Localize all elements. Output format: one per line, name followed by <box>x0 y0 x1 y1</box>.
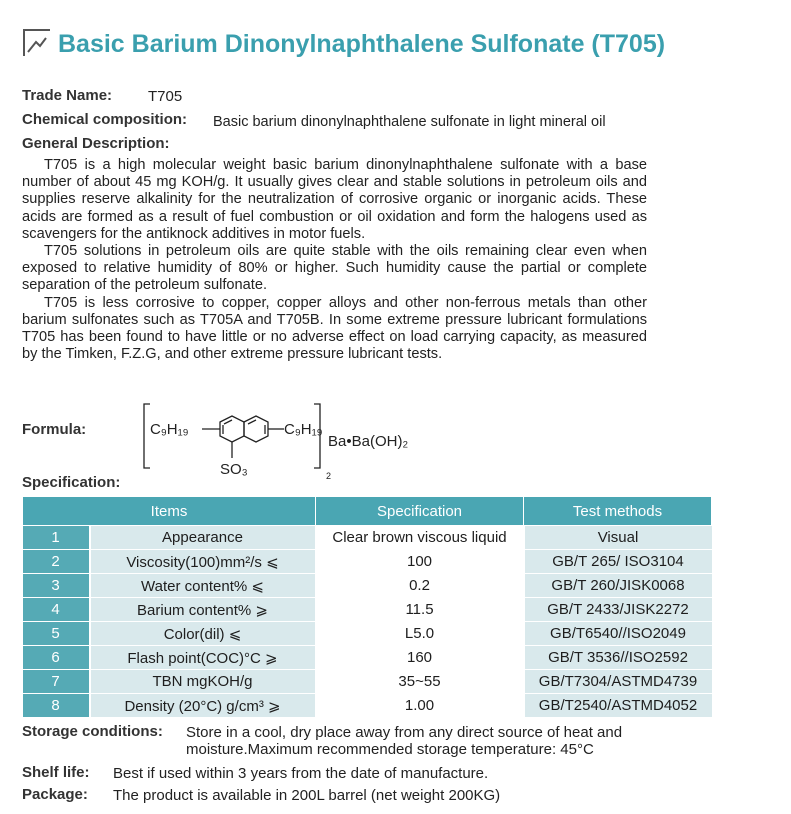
shelf-life-value: Best if used within 3 years from the date of manufacture. <box>113 765 489 782</box>
header-items: Items <box>23 497 316 526</box>
formula-label: Formula: <box>22 421 87 438</box>
row-spec: 160 <box>316 646 524 670</box>
specification-label: Specification: <box>22 474 121 491</box>
package-value: The product is available in 200L barrel (net weight 200KG) <box>113 787 501 804</box>
table-row <box>23 694 712 718</box>
storage-value-line2: moisture.Maximum recommended storage temperature: 45°C <box>186 741 594 758</box>
trade-name-label: Trade Name: <box>22 87 113 104</box>
row-spec: 100 <box>316 550 524 574</box>
row-spec: 1.00 <box>316 694 524 718</box>
row-item: Density (20°C) g/cm³ ⩾ <box>90 694 316 718</box>
storage-label: Storage conditions: <box>22 723 163 740</box>
sulfonate-group: SO₃ <box>220 461 248 478</box>
table-row <box>23 526 712 550</box>
chemical-composition-label: Chemical composition: <box>22 111 188 128</box>
row-spec: Clear brown viscous liquid <box>316 526 524 550</box>
table-header-row <box>23 497 712 526</box>
chemical-composition-value: Basic barium dinonylnaphthalene sulfonate in light mineral oil <box>213 114 606 130</box>
table-row <box>23 622 712 646</box>
row-item: Flash point(COC)°C ⩾ <box>90 646 316 670</box>
row-item: Water content% ⩽ <box>90 574 316 598</box>
table-row <box>23 598 712 622</box>
left-alkyl-group: C₉H₁₉ <box>150 421 189 438</box>
row-item: Barium content% ⩾ <box>90 598 316 622</box>
description-paragraph: T705 solutions in petroleum oils are quite stable with the oils remaining clear even when exposed to relative humidity of 80% or higher. Such humidity cause the partial or complete separation of the petroleum sulfonate. <box>22 243 647 294</box>
specification-table <box>22 496 712 718</box>
row-number: 2 <box>23 550 90 574</box>
row-item: Color(dil) ⩽ <box>90 622 316 646</box>
row-test: GB/T7304/ASTMD4739 <box>524 670 712 694</box>
table-row <box>23 670 712 694</box>
row-test: GB/T 260/JISK0068 <box>524 574 712 598</box>
logo-icon <box>22 28 52 58</box>
description-paragraph: T705 is a high molecular weight basic barium dinonylnaphthalene sulfonate with a base number of about 45 mg KOH/g. It usually gives clear and stable solutions in petroleum oils and supplies reserve alkalinity for the neutralization of corrosive organic or inorganic acids. These acids are formed as a result of fuel combustion or oil oxidation and form the halogens used as scavengers for the antiknock additives in motor fuels. <box>22 157 647 242</box>
row-test: GB/T 3536//ISO2592 <box>524 646 712 670</box>
row-test: GB/T 2433/JISK2272 <box>524 598 712 622</box>
package-label: Package: <box>22 786 88 803</box>
row-spec: 35~55 <box>316 670 524 694</box>
row-number: 1 <box>23 526 90 550</box>
row-test: GB/T2540/ASTMD4052 <box>524 694 712 718</box>
row-number: 5 <box>23 622 90 646</box>
general-description <box>22 157 647 363</box>
row-number: 4 <box>23 598 90 622</box>
row-test: GB/T6540//ISO2049 <box>524 622 712 646</box>
table-row <box>23 574 712 598</box>
row-number: 3 <box>23 574 90 598</box>
bracket-subscript: 2 <box>326 471 332 481</box>
row-test: Visual <box>524 526 712 550</box>
right-alkyl-group: C₉H₁₉ <box>284 421 323 438</box>
trade-name-value: T705 <box>148 88 183 105</box>
general-description-label: General Description: <box>22 135 170 152</box>
page-title: Basic Barium Dinonylnaphthalene Sulfonate (T705) <box>58 30 666 58</box>
row-number: 6 <box>23 646 90 670</box>
chemical-structure <box>140 402 460 482</box>
table-row <box>23 550 712 574</box>
row-test: GB/T 265/ ISO3104 <box>524 550 712 574</box>
row-item: TBN mgKOH/g <box>90 670 316 694</box>
shelf-life-label: Shelf life: <box>22 764 90 781</box>
row-item: Appearance <box>90 526 316 550</box>
description-paragraph: T705 is less corrosive to copper, copper alloys and other non-ferrous metals than other barium sulfonates such as T705A and T705B. In some extreme pressure lubricant formulations T705 has been found to have little or no adverse effect on load carrying capacity, as measured by the Timken, F.Z.G, and other extreme pressure lubricant tests. <box>22 294 647 363</box>
header-test-methods: Test methods <box>524 497 712 526</box>
formula-suffix: Ba•Ba(OH)₂ <box>328 433 409 450</box>
storage-value-line1: Store in a cool, dry place away from any direct source of heat and <box>186 724 623 741</box>
row-number: 8 <box>23 694 90 718</box>
row-number: 7 <box>23 670 90 694</box>
row-spec: 0.2 <box>316 574 524 598</box>
row-item: Viscosity(100)mm²/s ⩽ <box>90 550 316 574</box>
header-specification: Specification <box>316 497 524 526</box>
row-spec: L5.0 <box>316 622 524 646</box>
row-spec: 11.5 <box>316 598 524 622</box>
table-row <box>23 646 712 670</box>
